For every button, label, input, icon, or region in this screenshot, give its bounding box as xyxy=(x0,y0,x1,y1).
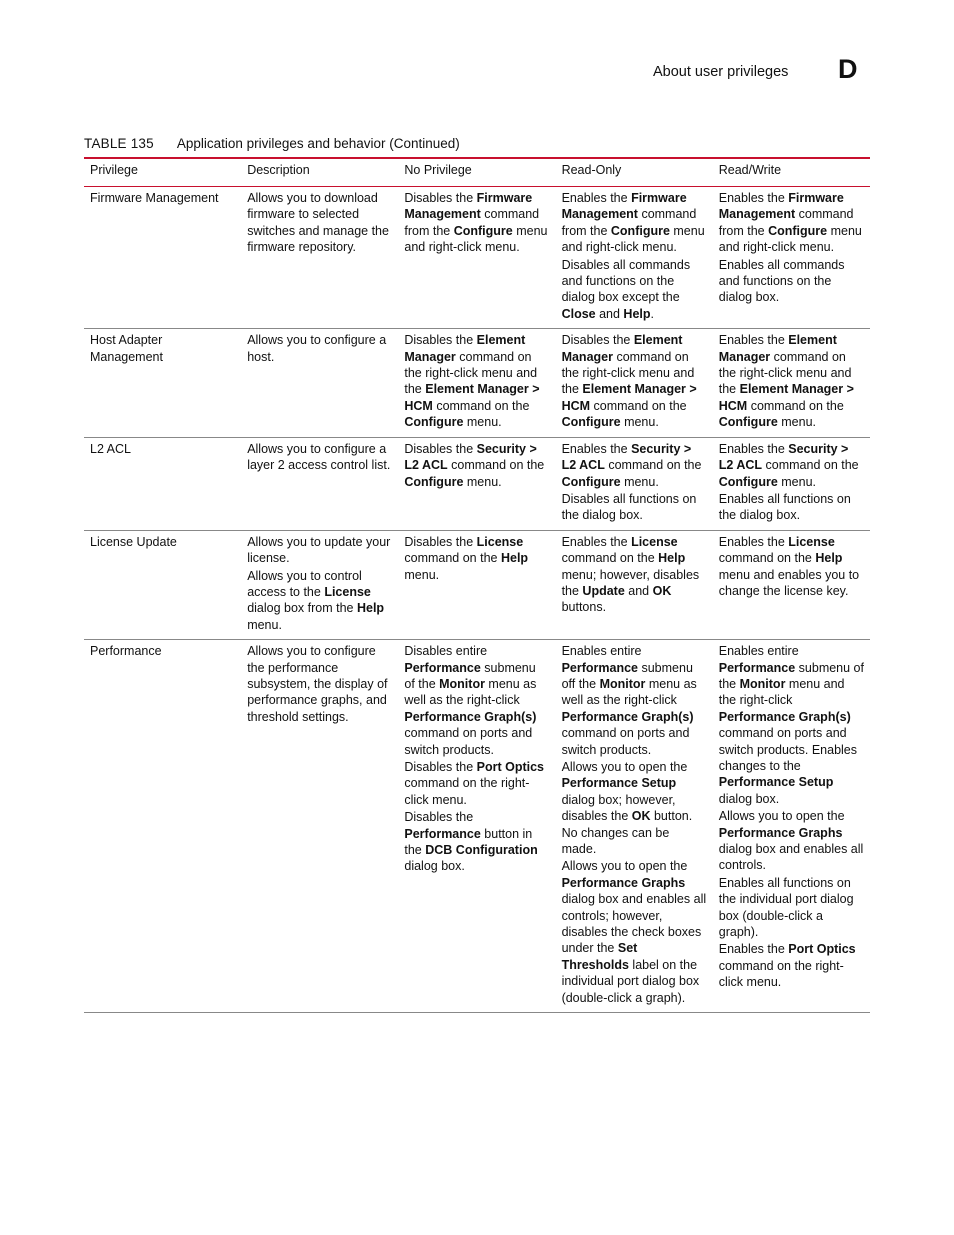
cell-text: Firmware Management xyxy=(90,191,219,205)
ui-term: Element Manager xyxy=(404,333,526,364)
cell-paragraph xyxy=(719,441,864,490)
ui-term: Configure xyxy=(404,415,464,430)
cell-text: menu and the right-click xyxy=(718,676,845,708)
cell-paragraph xyxy=(719,941,864,990)
ui-term: Set Thresholds xyxy=(561,941,638,972)
cell-text: command on the xyxy=(762,458,859,473)
cell-text: Disables the xyxy=(404,191,477,205)
cell-text: menu. xyxy=(247,617,282,632)
cell-text: Performance xyxy=(90,644,162,659)
cell-text: Disables entire xyxy=(404,644,488,659)
cell-text: command on the xyxy=(561,551,659,566)
cell-paragraph xyxy=(247,568,392,634)
cell-paragraph xyxy=(404,441,549,490)
cell-text: dialog box. xyxy=(404,859,465,874)
cell-text: Enables the xyxy=(718,191,789,205)
table-row-license-update xyxy=(84,530,870,639)
cell-text: Host Adapter Management xyxy=(90,333,163,364)
cell-text: dialog box; however, disables the xyxy=(561,792,676,824)
cell-read-write xyxy=(713,329,870,437)
ui-term: License xyxy=(476,534,524,549)
cell-paragraph xyxy=(562,759,707,857)
cell-text: menu. xyxy=(777,474,816,489)
cell-no-privilege xyxy=(398,530,555,639)
ui-term: Performance Graphs xyxy=(718,825,843,840)
ui-term: Close xyxy=(561,306,596,321)
cell-read-write xyxy=(713,530,870,639)
cell-text: menu. xyxy=(620,415,659,430)
ui-term: Help xyxy=(623,306,651,321)
cell-text: command on the xyxy=(447,458,545,473)
ui-term: OK xyxy=(631,809,651,824)
cell-text: command on the xyxy=(747,398,844,413)
cell-paragraph xyxy=(719,332,864,430)
ui-term: Configure xyxy=(718,474,778,489)
cell-paragraph xyxy=(562,858,707,1006)
table-row-host-adapter xyxy=(84,329,870,437)
ui-term: Help xyxy=(500,551,529,566)
ui-term: Element Manager xyxy=(718,333,837,364)
cell-text: dialog box. xyxy=(718,791,780,806)
cell-paragraph xyxy=(247,643,392,725)
cell-text: command on the right-click menu. xyxy=(404,776,530,807)
cell-text: Enables the xyxy=(561,191,632,205)
cell-text: command on the right-click menu and the xyxy=(404,349,538,397)
cell-paragraph xyxy=(562,332,707,430)
column-header-read-only: Read-Only xyxy=(556,158,713,187)
cell-text: menu. xyxy=(777,415,816,430)
cell-paragraph xyxy=(562,441,707,490)
cell-text: Allows you to configure a layer 2 access control list. xyxy=(247,441,391,473)
cell-read-only xyxy=(556,187,713,329)
cell-text: Allows you to open the xyxy=(561,760,688,774)
cell-text: Disables all commands and functions on the dialog box except the xyxy=(561,257,691,305)
ui-term: Configure xyxy=(561,415,621,430)
ui-term: Performance Graph(s) xyxy=(561,709,694,724)
cell-privilege xyxy=(84,329,241,437)
cell-text: command on the xyxy=(590,398,687,413)
column-header-privilege: Privilege xyxy=(84,158,241,187)
ui-term: Performance Graphs xyxy=(561,875,686,890)
table-header-row xyxy=(84,158,870,187)
ui-term: Configure xyxy=(718,415,778,430)
table-title: Application privileges and behavior (Continued) xyxy=(176,136,460,151)
cell-privilege xyxy=(84,640,241,1013)
ui-term: Configure xyxy=(610,223,670,238)
ui-term: Monitor xyxy=(599,676,646,691)
ui-term: Configure xyxy=(453,223,513,238)
cell-read-write xyxy=(713,187,870,329)
cell-paragraph xyxy=(247,534,392,567)
cell-text: and xyxy=(595,306,624,321)
cell-privilege xyxy=(84,530,241,639)
appendix-letter: D xyxy=(838,54,858,84)
cell-text: Allows you to configure the performance subsystem, the display of performance graphs, and threshold settings. xyxy=(247,644,388,724)
cell-text: Enables all functions on the individual port dialog box (double-click a graph). xyxy=(718,875,854,940)
ui-term: Performance xyxy=(561,660,638,675)
cell-text: menu. xyxy=(463,415,502,430)
ui-term: Configure xyxy=(404,474,464,489)
ui-term: Configure xyxy=(768,223,828,238)
column-header-description: Description xyxy=(241,158,398,187)
ui-term: Security > L2 ACL xyxy=(404,441,537,473)
ui-term: Performance xyxy=(718,660,796,675)
cell-text: dialog box and enables all controls. xyxy=(718,842,864,873)
cell-text: Enables all commands and functions on the dialog box. xyxy=(718,257,845,305)
cell-text: submenu of the xyxy=(404,660,536,691)
ui-term: Help xyxy=(356,601,385,616)
cell-text: Disables all functions on the dialog box. xyxy=(561,491,697,523)
cell-description xyxy=(241,530,398,639)
ui-term: Performance Setup xyxy=(561,776,677,791)
cell-description xyxy=(241,329,398,437)
cell-read-only xyxy=(556,437,713,530)
cell-text: command on the xyxy=(404,551,501,566)
cell-text: command on the right-click menu and the xyxy=(561,349,695,397)
cell-description xyxy=(241,437,398,530)
cell-text: menu and right-click menu. xyxy=(404,223,548,255)
cell-paragraph xyxy=(719,491,864,524)
cell-text: button in the xyxy=(404,826,533,858)
cell-text: menu. xyxy=(620,474,659,489)
cell-read-write xyxy=(713,640,870,1013)
column-header-read-write: Read/Write xyxy=(713,158,870,187)
cell-privilege xyxy=(84,437,241,530)
table-row-performance xyxy=(84,640,870,1013)
cell-text: Disables the xyxy=(404,534,477,549)
cell-text: command on the xyxy=(432,398,530,413)
cell-text: Disables the xyxy=(561,333,634,348)
ui-term: License xyxy=(788,534,835,549)
cell-paragraph xyxy=(404,190,549,256)
cell-text: Enables entire xyxy=(718,644,799,659)
table-caption xyxy=(84,136,460,151)
cell-text: submenu of the xyxy=(718,660,864,691)
ui-term: Port Optics xyxy=(788,942,856,957)
cell-text: dialog box from the xyxy=(247,601,357,616)
cell-text: and xyxy=(624,583,653,598)
cell-paragraph xyxy=(562,534,707,616)
cell-read-only xyxy=(556,530,713,639)
cell-text: button. No changes can be made. xyxy=(561,809,693,857)
table-row-l2-acl xyxy=(84,437,870,530)
cell-no-privilege xyxy=(398,329,555,437)
cell-text: menu and right-click menu. xyxy=(561,223,705,255)
ui-term: Performance Setup xyxy=(718,775,834,790)
ui-term: Help xyxy=(658,551,686,566)
cell-text: command on the xyxy=(604,458,702,473)
cell-text: Enables the xyxy=(561,441,632,456)
cell-text: Disables the xyxy=(404,333,477,348)
cell-paragraph xyxy=(719,190,864,256)
cell-text: command from the xyxy=(718,207,854,238)
privileges-table xyxy=(84,157,870,1013)
cell-text: menu and right-click menu. xyxy=(718,223,862,255)
cell-text: Allows you to open the xyxy=(718,809,845,824)
table-body xyxy=(84,187,870,1013)
cell-paragraph xyxy=(247,190,392,256)
cell-text: Enables all functions on the dialog box. xyxy=(718,491,851,523)
cell-text: command on the xyxy=(718,551,816,566)
cell-text: command on the right-click menu. xyxy=(718,958,844,990)
cell-paragraph xyxy=(404,643,549,758)
cell-text: menu and enables you to change the license key. xyxy=(718,567,860,598)
cell-text: Enables the xyxy=(718,441,789,456)
ui-term: Element Manager xyxy=(561,333,683,364)
cell-text: Enables the xyxy=(718,333,789,348)
ui-term: Firmware Management xyxy=(561,191,687,222)
cell-paragraph xyxy=(90,332,235,365)
ui-term: Port Optics xyxy=(476,760,545,774)
cell-text: buttons. xyxy=(561,600,607,615)
ui-term: Firmware Management xyxy=(404,191,533,222)
cell-paragraph xyxy=(562,643,707,758)
cell-read-write xyxy=(713,437,870,530)
page-header-title: About user privileges xyxy=(653,64,789,80)
ui-term: Firmware Management xyxy=(718,191,844,222)
cell-paragraph xyxy=(90,643,235,659)
ui-term: Configure xyxy=(561,474,621,489)
cell-paragraph xyxy=(404,759,549,808)
cell-text: Enables the xyxy=(718,534,789,549)
cell-read-only xyxy=(556,640,713,1013)
ui-term: Performance Graph(s) xyxy=(718,709,851,724)
ui-term: Update xyxy=(582,583,625,598)
cell-paragraph xyxy=(719,875,864,941)
cell-paragraph xyxy=(247,441,392,474)
ui-term: License xyxy=(631,534,678,549)
ui-term: Performance xyxy=(404,660,481,675)
ui-term: Performance Graph(s) xyxy=(404,709,537,724)
cell-text: command on ports and switch products. xyxy=(404,726,533,757)
cell-text: L2 ACL xyxy=(90,441,132,456)
cell-paragraph xyxy=(719,534,864,600)
cell-text: Allows you to download firmware to selected switches and manage the firmware repository. xyxy=(247,191,389,255)
cell-text: menu. xyxy=(463,474,502,489)
table-number: TABLE 135 xyxy=(84,136,154,151)
cell-text: License Update xyxy=(90,534,177,549)
cell-paragraph xyxy=(90,190,235,206)
cell-text: command on the right-click menu and the xyxy=(718,349,852,397)
cell-paragraph xyxy=(90,534,235,550)
column-header-no-privilege: No Privilege xyxy=(398,158,555,187)
cell-paragraph xyxy=(404,534,549,583)
ui-term: License xyxy=(324,584,371,599)
cell-text: Enables the xyxy=(561,534,632,549)
cell-text: . xyxy=(650,306,654,321)
cell-text: Allows you to configure a host. xyxy=(247,333,387,364)
ui-term: Help xyxy=(815,551,843,566)
cell-text: command from the xyxy=(404,207,540,238)
cell-text: Disables the xyxy=(404,441,477,456)
ui-term: Monitor xyxy=(439,676,485,691)
cell-text: label on the individual port dialog box (double-click a graph). xyxy=(561,957,700,1005)
cell-no-privilege xyxy=(398,187,555,329)
cell-text: submenu off the xyxy=(561,660,693,691)
cell-paragraph xyxy=(247,332,392,365)
ui-term: Security > L2 ACL xyxy=(561,441,692,473)
cell-text: menu as well as the right-click xyxy=(561,676,697,708)
cell-paragraph xyxy=(719,257,864,306)
cell-read-only xyxy=(556,329,713,437)
cell-text: menu as well as the right-click xyxy=(404,676,537,708)
cell-paragraph xyxy=(719,808,864,874)
cell-text: Allows you to update your license. xyxy=(247,534,391,566)
cell-text: Disables the xyxy=(404,760,477,774)
ui-term: OK xyxy=(652,583,672,598)
cell-paragraph xyxy=(90,441,235,457)
ui-term: Element Manager > HCM xyxy=(718,382,854,413)
cell-paragraph xyxy=(719,643,864,807)
cell-text: Disables the xyxy=(404,810,474,825)
ui-term: Performance xyxy=(404,826,481,841)
cell-no-privilege xyxy=(398,640,555,1013)
cell-paragraph xyxy=(404,809,549,875)
cell-paragraph xyxy=(404,332,549,430)
ui-term: Element Manager > HCM xyxy=(404,382,540,413)
ui-term: DCB Configuration xyxy=(425,843,538,858)
cell-text: command on ports and switch products. xyxy=(561,726,690,757)
cell-text: dialog box and enables all controls; however, disables the check boxes under the xyxy=(561,892,707,956)
cell-text: command from the xyxy=(561,207,697,238)
table-row-firmware xyxy=(84,187,870,329)
cell-paragraph xyxy=(562,491,707,524)
cell-text: menu. xyxy=(404,567,440,582)
ui-term: Element Manager > HCM xyxy=(561,382,697,413)
cell-privilege xyxy=(84,187,241,329)
cell-text: Allows you to control access to the xyxy=(247,568,362,599)
cell-text: Enables the xyxy=(718,942,789,957)
cell-text: menu; however, disables the xyxy=(561,567,700,598)
cell-text: Allows you to open the xyxy=(561,859,688,874)
cell-description xyxy=(241,640,398,1013)
cell-description xyxy=(241,187,398,329)
cell-paragraph xyxy=(562,257,707,323)
cell-no-privilege xyxy=(398,437,555,530)
cell-text: command on ports and switch products. Enables changes to the xyxy=(718,726,858,773)
ui-term: Monitor xyxy=(739,676,786,691)
ui-term: Security > L2 ACL xyxy=(718,441,849,473)
cell-paragraph xyxy=(562,190,707,256)
cell-text: Enables entire xyxy=(561,644,642,659)
